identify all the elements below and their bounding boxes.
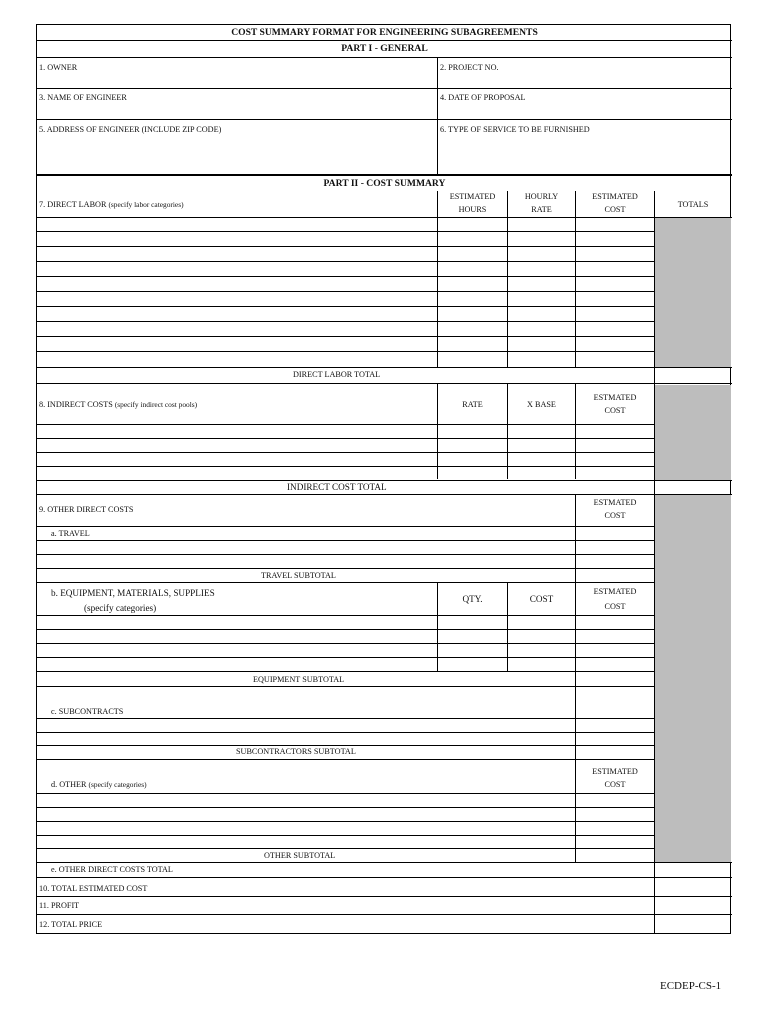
cost-header: COST <box>529 594 554 604</box>
direct-labor-total-label: DIRECT LABOR TOTAL <box>293 370 381 379</box>
divider <box>37 494 732 495</box>
cost-summary-form <box>36 24 731 934</box>
odc-label: 9. OTHER DIRECT COSTS <box>39 505 134 514</box>
odc-total-label: e. OTHER DIRECT COSTS TOTAL <box>51 865 173 874</box>
indirect-costs-label: 8. INDIRECT COSTS (specify indirect cost pools) <box>39 400 198 409</box>
part2-title: PART II - COST SUMMARY <box>323 178 446 189</box>
divider <box>37 40 732 41</box>
divider <box>37 217 732 218</box>
indirect-cost-header-2: COST <box>604 406 626 415</box>
travel-subtotal-label: TRAVEL SUBTOTAL <box>261 571 336 580</box>
divider <box>437 57 438 174</box>
service-type-label: 6. TYPE OF SERVICE TO BE FURNISHED <box>440 125 590 134</box>
part1-title: PART I - GENERAL <box>341 43 428 54</box>
direct-labor-label: 7. DIRECT LABOR (specify labor categories) <box>39 200 184 209</box>
equip-cost-header: ESTMATED <box>593 587 637 596</box>
qty-header: QTY. <box>462 594 483 604</box>
rate-header: RATE <box>462 400 483 409</box>
total-estimated-cost-label: 10. TOTAL ESTIMATED COST <box>39 884 148 893</box>
indirect-total-label: INDIRECT COST TOTAL <box>287 482 387 492</box>
other-cost-header: ESTIMATED <box>592 767 638 776</box>
other-cost-header-2: COST <box>604 780 626 789</box>
est-cost-header: ESTIMATED <box>592 192 638 201</box>
subcontractors-subtotal-label: SUBCONTRACTORS SUBTOTAL <box>236 747 356 756</box>
divider <box>37 383 732 384</box>
equipment-subtotal-label: EQUIPMENT SUBTOTAL <box>253 675 345 684</box>
travel-label: a. TRAVEL <box>51 529 90 538</box>
divider <box>37 57 732 58</box>
est-hours-header-2: HOURS <box>458 205 487 214</box>
hourly-rate-header: HOURLY <box>524 192 559 201</box>
form-code: ECDEP-CS-1 <box>660 980 722 992</box>
total-price-label: 12. TOTAL PRICE <box>39 920 103 929</box>
divider <box>37 174 732 176</box>
profit-label: 11. PROFIT <box>39 901 80 910</box>
other-label: d. OTHER (specify categories) <box>51 780 147 789</box>
odc-cost-header-2: COST <box>604 511 626 520</box>
odc-cost-header: ESTMATED <box>593 498 637 507</box>
date-proposal-label: 4. DATE OF PROPOSAL <box>440 93 526 102</box>
indirect-cost-header: ESTMATED <box>593 393 637 402</box>
engineer-name-label: 3. NAME OF ENGINEER <box>39 93 127 102</box>
hourly-rate-header-2: RATE <box>531 205 552 214</box>
owner-label: 1. OWNER <box>39 63 78 72</box>
totals-shade <box>655 495 731 863</box>
equipment-label: b. EQUIPMENT, MATERIALS, SUPPLIES <box>51 588 215 598</box>
est-hours-header: ESTIMATED <box>449 192 496 201</box>
totals-header: TOTALS <box>677 200 709 209</box>
est-cost-header-2: COST <box>604 205 626 214</box>
project-no-label: 2. PROJECT NO. <box>440 63 499 72</box>
form-title: COST SUMMARY FORMAT FOR ENGINEERING SUBAGREEMENTS <box>231 27 538 38</box>
base-header: X BASE <box>527 400 556 409</box>
totals-shade <box>655 385 731 481</box>
engineer-address-label: 5. ADDRESS OF ENGINEER (INCLUDE ZIP CODE) <box>39 125 222 134</box>
equip-cost-header-2: COST <box>604 602 626 611</box>
divider <box>37 88 732 89</box>
totals-shade <box>655 217 731 368</box>
subcontracts-label: c. SUBCONTRACTS <box>51 707 124 716</box>
other-subtotal-label: OTHER SUBTOTAL <box>264 851 336 860</box>
divider <box>37 119 732 120</box>
equipment-sub-label: (specify categories) <box>84 603 157 613</box>
